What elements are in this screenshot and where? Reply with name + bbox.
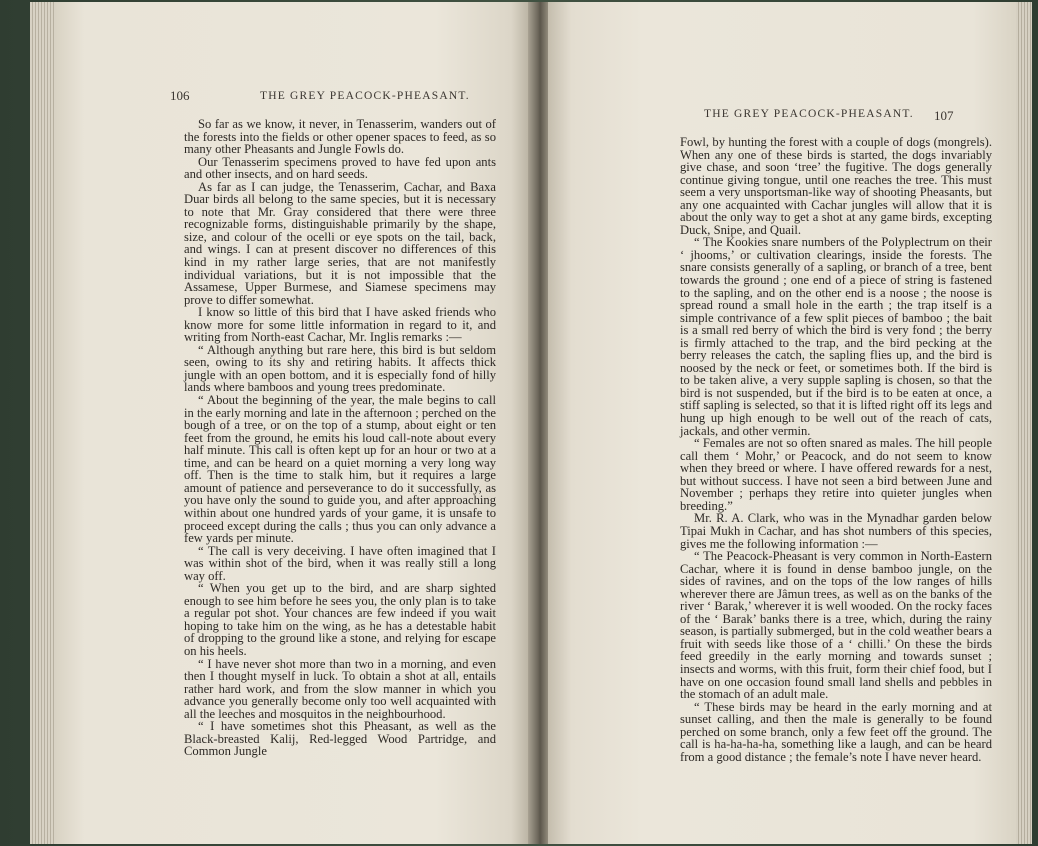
page-edges-right (1016, 2, 1032, 844)
paragraph: “ The Kookies snare numbers of the Polyplectrum on their ‘ jhooms,’ or cultivation clearings, inside the forests. The snare consists generally of a sapling, or branch of a tree, bent towards the ground ; one end of a piece of string is fastened to the sapling, and on the other end is a noose ; the noose is spread round a small hole in the earth ; the trap itself is a simple contrivance of a few split pieces of bamboo ; the bait is a small red berry of which the bird is very fond ; the berry is firmly attached to the trap, and the bird pecking at the berry releases the catch, the sapling flies up, and the bird is noosed by the neck or feet, or sometimes both. If the bird is to be taken alive, a very supple sapling is chosen, so that the bird is not suspended, but if the bird is to be eaten at once, a stiff sapling is selected, so that it is lifted right off its legs and hung up high enough to be well out of the reach of cats, jackals, and other vermin. (680, 235, 992, 438)
left-page-number: 106 (170, 88, 190, 103)
book-gutter (528, 2, 550, 844)
paragraph: “ Females are not so often snared as males. The hill people call them ‘ Mohr,’ or Peacock, and do not seem to know when they breed or where. I have offered rewards for a nest, but without success. I have not seen a bird between June and November ; perhaps they retire into quieter jungles when breeding.” (680, 436, 992, 513)
paragraph: “ When you get up to the bird, and are sharp sighted enough to see him before he sees you, the only plan is to take a regular pot shot. Your chances are few indeed if you wait hoping to take him on the wing, as he has a detestable habit of dropping to the ground like a stone, and relying for escape on his heels. (184, 581, 496, 658)
left-page-body (184, 118, 496, 758)
right-page (548, 2, 1020, 844)
paragraph: “ The Peacock-Pheasant is very common in North-Eastern Cachar, where it is found in dense bamboo jungle, on the sides of ravines, and on the tops of the low ranges of hills wherever there are Jâmun trees, as well as on the banks of the river ‘ Barak,’ wherever it is well wooded. On the rocky faces of the ‘ Barak’ banks there is a tree, which, during the rainy season, is partially submerged, but in the cold weather bears a fruit with seeds like those of a ‘ chilli.’ On these the birds feed greedily in the early morning and towards sunset ; insects and worms, with this fruit, form their chief food, but I have on one occasion found small land shells and pebbles in the stomach of an adult male. (680, 549, 992, 702)
paragraph: “ I have sometimes shot this Pheasant, as well as the Black-breasted Kalij, Red-legged Wood Partridge, and Common Jungle (184, 719, 496, 759)
page-edges-left (30, 2, 58, 844)
paragraph: As far as I can judge, the Tenasserim, Cachar, and Baxa Duar birds all belong to the same species, but it is necessary to note that Mr. Gray considered that there were three recognizable forms, distinguishable primarily by the shape, size, and colour of the ocelli or eye spots on the tail, back, and wings. I can at present discover no differences of this kind in my rather large series, that are not manifestly individual variations, but it is not impossible that the Assamese, Upper Burmese, and Siamese specimens may prove to differ somewhat. (184, 179, 496, 307)
right-page-body (680, 136, 992, 763)
paragraph: “ Although anything but rare here, this bird is but seldom seen, owing to its shy and retiring habits. It affects thick jungle with an open bottom, and it is especially fond of hilly lands where bamboos and young trees predominate. (184, 342, 496, 395)
left-running-head: THE GREY PEACOCK-PHEASANT. (260, 90, 470, 102)
paragraph: “ The call is very deceiving. I have often imagined that I was within shot of the bird, when it was really still a long way off. (184, 543, 496, 583)
paragraph: “ These birds may be heard in the early morning and at sunset calling, and then the male is generally to be found perched on some branch, only a few feet off the ground. The call is ha-ha-ha-ha, something like a laugh, and can be heard from a good distance ; the female’s note I have never heard. (680, 699, 992, 764)
right-running-head: THE GREY PEACOCK-PHEASANT. (704, 108, 914, 120)
left-page (56, 2, 530, 844)
paragraph: Fowl, by hunting the forest with a couple of dogs (mongrels). When any one of these birds is started, the dogs invariably give chase, and soon ‘tree’ the fugitive. The dogs generally continue giving tongue, until one reaches the tree. This must seem a very unsportsman-like way of shooting Pheasants, but any one acquainted with Cachar jungles will allow that it is about the only way to get a shot at any game birds, excepting Duck, Snipe, and Quail. (680, 135, 992, 237)
right-page-number: 107 (934, 108, 954, 123)
paragraph: Our Tenasserim specimens proved to have fed upon ants and other insects, and on hard seeds. (184, 154, 496, 182)
paragraph: I know so little of this bird that I have asked friends who know more for some little information in regard to it, and writing from North-east Cachar, Mr. Inglis remarks :— (184, 305, 496, 345)
paragraph: “ About the beginning of the year, the male begins to call in the early morning and late in the afternoon ; perched on the bough of a tree, or on the top of a stump, about eight or ten feet from the ground, he emits his loud call-note about every half minute. This call is often kept up for an hour or two at a time, and can be heard on a quiet morning a very long way off. Then is the time to stalk him, but it requires a large amount of patience and perseverance to do it successfully, as you have only the sound to guide you, and after approaching within about one hundred yards of your game, it is unsafe to proceed except during the calls ; thus you can only advance a few yards per minute. (184, 393, 496, 546)
paragraph: So far as we know, it never, in Tenasserim, wanders out of the forests into the fields or other opener spaces to feed, as so many other Pheasants and Jungle Fowls do. (184, 117, 496, 157)
open-book (30, 2, 1032, 844)
paragraph: “ I have never shot more than two in a morning, and even then I thought myself in luck. To obtain a shot at all, entails rather hard work, and from the slow manner in which you advance you generally become only too well acquainted with all the leeches and mosquitos in the neighbourhood. (184, 656, 496, 721)
paragraph: Mr. R. A. Clark, who was in the Mynadhar garden below Tipai Mukh in Cachar, and has shot numbers of this species, gives me the following information :— (680, 511, 992, 551)
